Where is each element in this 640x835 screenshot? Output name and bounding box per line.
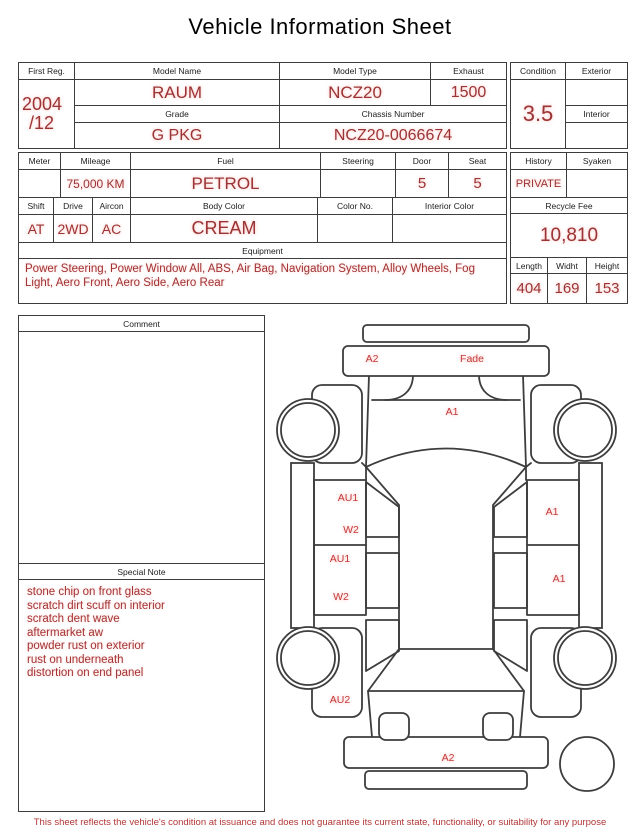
condition-label: Condition: [511, 63, 566, 80]
spec-table-left: [18, 152, 507, 304]
recycle-fee-label: Recycle Fee: [511, 198, 627, 214]
special-note-list: [19, 580, 264, 811]
first-reg-value: [19, 80, 75, 148]
special-note-line: aftermarket aw: [27, 626, 104, 639]
damage-label-lr-door-au: AU1: [329, 553, 351, 565]
special-note-line: powder rust on exterior: [27, 640, 145, 652]
grade-value: G PKG: [75, 123, 280, 148]
width-value: 169: [548, 274, 587, 303]
condition-table: [510, 62, 628, 149]
wheels: [277, 399, 616, 689]
history-label: History: [511, 153, 567, 170]
grade-label: Grade: [75, 106, 280, 123]
spare-wheel: [560, 737, 614, 791]
exhaust-value: 1500: [431, 80, 506, 106]
fuel-label: Fuel: [131, 153, 321, 170]
height-value: 153: [594, 280, 620, 297]
equipment-label: Equipment: [19, 243, 506, 259]
hood-outline: [366, 375, 526, 467]
drive-label: Drive: [54, 198, 93, 215]
chassis-number-value: NCZ20-0066674: [333, 126, 453, 144]
history-value: PRIVATE: [511, 170, 567, 198]
left-sill: [291, 463, 314, 628]
model-type-value: NCZ20: [280, 80, 431, 106]
damage-label-front-bumper-fade: Fade: [460, 353, 484, 365]
door-label: Door: [396, 153, 449, 170]
spec-table-right: [510, 152, 628, 304]
side-pillars: [366, 482, 527, 671]
damage-label-rear-bumper: A2: [441, 752, 455, 764]
interior-color-value: [393, 215, 506, 243]
comment-box: [18, 315, 265, 812]
mileage-label: Mileage: [61, 153, 131, 170]
body-color-label: Body Color: [131, 198, 318, 215]
special-note-line: stone chip on front glass: [27, 586, 152, 598]
damage-label-lf-door-w: W2: [343, 524, 359, 536]
front-trim-bar: [363, 325, 529, 342]
recycle-fee-value: 10,810: [511, 214, 627, 258]
shift-value: AT: [19, 215, 54, 243]
color-no-label: Color No.: [318, 198, 393, 215]
seat-label: Seat: [449, 153, 506, 170]
meter-value: [19, 170, 61, 198]
rear-right-tab: [483, 713, 513, 740]
first-reg-label: First Reg.: [19, 63, 75, 80]
special-note-line: scratch dent wave: [27, 613, 120, 625]
syaken-value: [567, 170, 627, 198]
shift-label: Shift: [19, 198, 54, 215]
roof-outline: [362, 449, 531, 738]
exterior-label: Exterior: [566, 63, 627, 80]
comment-label: Comment: [19, 316, 264, 332]
interior-label: Interior: [566, 106, 627, 123]
body-color-value: CREAM: [131, 215, 318, 243]
exhaust-label: Exhaust: [431, 63, 506, 80]
chassis-number-label: Chassis Number: [280, 106, 506, 123]
special-note-line: scratch dirt scuff on interior: [27, 599, 165, 612]
first-reg-year: 2004: [22, 94, 63, 114]
steering-value: [321, 170, 396, 198]
height-label: Height: [587, 258, 627, 274]
model-type-label: Model Type: [280, 63, 431, 80]
exterior-value: [566, 80, 627, 106]
fuel-value: PETROL: [131, 170, 321, 198]
vehicle-diagram: [275, 315, 640, 815]
comment-value: [19, 332, 264, 563]
disclaimer-text: This sheet reflects the vehicle's condition at issuance and does not guarantee its current state, functionality, or suitability for any purpose: [33, 817, 607, 828]
interior-value: [566, 123, 627, 148]
condition-value: 3.5: [511, 80, 566, 148]
length-label: Length: [511, 258, 548, 274]
aircon-label: Aircon: [93, 198, 131, 215]
door-value: 5: [396, 170, 449, 198]
page-title: Vehicle Information Sheet: [188, 14, 452, 39]
special-note-line: rust on underneath: [27, 653, 124, 666]
damage-label-hood: A1: [445, 406, 459, 418]
damage-label-front-bumper-left: A2: [365, 353, 379, 365]
damage-label-lr-fender: AU2: [329, 694, 351, 706]
length-value: 404: [511, 274, 548, 303]
seat-value: 5: [449, 170, 506, 198]
equipment-value: Power Steering, Power Window All, ABS, Air Bag, Navigation System, Alloy Wheels, Fog Light, Aero Front, Aero Side, Aero Rear: [25, 263, 475, 289]
rear-left-tab: [379, 713, 409, 740]
special-note-line: distortion on end panel: [27, 667, 144, 679]
special-note-label: Special Note: [19, 563, 264, 580]
meter-label: Meter: [19, 153, 61, 170]
aircon-value: AC: [93, 215, 131, 243]
model-name-label: Model Name: [75, 63, 280, 80]
right-sill: [579, 463, 602, 628]
model-name-value: RAUM: [75, 80, 280, 106]
syaken-label: Syaken: [567, 153, 627, 170]
steering-label: Steering: [321, 153, 396, 170]
mileage-value: 75,000 KM: [61, 170, 131, 198]
width-label: Widht: [548, 258, 587, 274]
drive-value: 2WD: [54, 215, 93, 243]
rear-trim-bar: [365, 771, 527, 789]
info-table-left: [18, 62, 507, 149]
first-reg-month: /12: [29, 113, 55, 133]
damage-label-lf-door-au: AU1: [337, 492, 359, 504]
damage-label-rf-door: A1: [545, 506, 559, 518]
damage-label-rr-door: A1: [552, 573, 566, 585]
color-no-value: [318, 215, 393, 243]
damage-label-lr-door-w: W2: [333, 591, 349, 603]
interior-color-label: Interior Color: [393, 198, 506, 215]
